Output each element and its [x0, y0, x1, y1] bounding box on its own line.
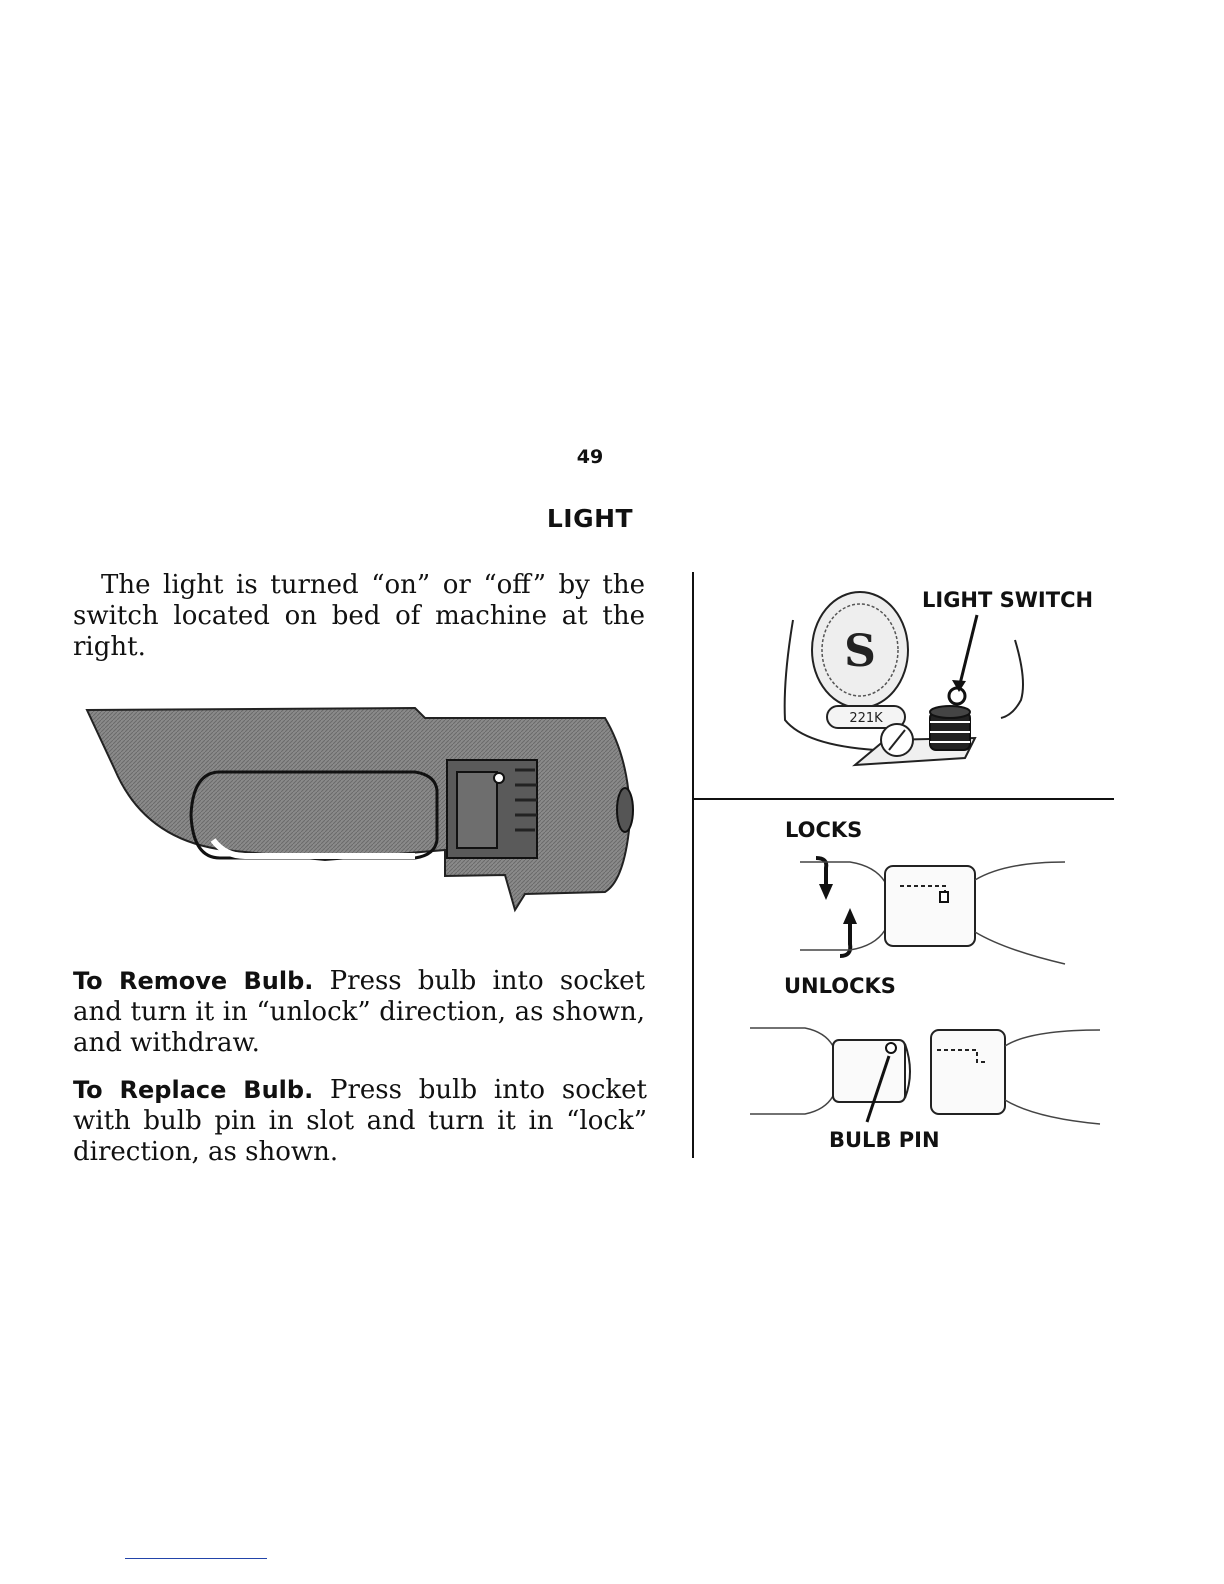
lamp-end-cap — [617, 788, 633, 832]
intro-paragraph: The light is turned “on” or “off” by the switch located on bed of machine at the right. — [73, 570, 645, 662]
light-switch-label: LIGHT SWITCH — [922, 588, 1094, 612]
machine-bed-right — [1001, 640, 1023, 718]
lock-arrowhead — [819, 884, 833, 900]
replace-bulb-paragraph — [73, 1075, 647, 1168]
unlocks-label: UNLOCKS — [784, 974, 896, 998]
section-heading: LIGHT — [546, 504, 634, 533]
bulb-pin-illustration — [745, 1022, 1105, 1127]
remove-bulb-heading: To Remove Bulb. — [73, 967, 314, 995]
switch-knob-top — [930, 706, 970, 718]
switch-leader-line — [959, 615, 977, 688]
bulb-neck-left — [800, 862, 885, 950]
lamp-housing-illustration — [85, 700, 640, 915]
replace-bulb-heading: To Replace Bulb. — [73, 1076, 314, 1104]
socket-pin — [494, 773, 504, 783]
slot-pin-locked — [940, 892, 948, 902]
socket-neck-right — [975, 862, 1065, 964]
locks-label: LOCKS — [785, 818, 863, 842]
bulb-pin-label: BULB PIN — [829, 1128, 940, 1152]
remove-bulb-text: Press bulb into socket and turn it in “unlock” direction, as shown, and withdraw. — [73, 966, 645, 1058]
column-divider — [692, 572, 694, 1158]
serial-plate-text: 221K — [849, 711, 883, 726]
socket-unlocked — [931, 1030, 1005, 1114]
bulb-neck — [750, 1028, 833, 1114]
replace-bulb-text: Press bulb into socket with bulb pin in slot and turn it in “lock” direction, as shown. — [73, 1075, 647, 1167]
unlock-arrow-up — [840, 922, 850, 956]
bulb-pin — [886, 1043, 896, 1053]
bulb-base-locked — [885, 866, 975, 946]
badge-letter: S — [844, 626, 876, 677]
unlock-arrowhead — [843, 908, 857, 924]
socket-collar — [457, 772, 497, 848]
footer-rule — [125, 1558, 267, 1559]
switch-toggle — [949, 688, 965, 704]
lock-direction-illustration — [790, 848, 1070, 973]
figure-divider — [694, 798, 1114, 800]
remove-bulb-paragraph — [73, 966, 645, 1059]
page-number: 49 — [576, 446, 604, 468]
socket-neck — [1005, 1030, 1100, 1124]
lamp-shade — [87, 708, 630, 910]
